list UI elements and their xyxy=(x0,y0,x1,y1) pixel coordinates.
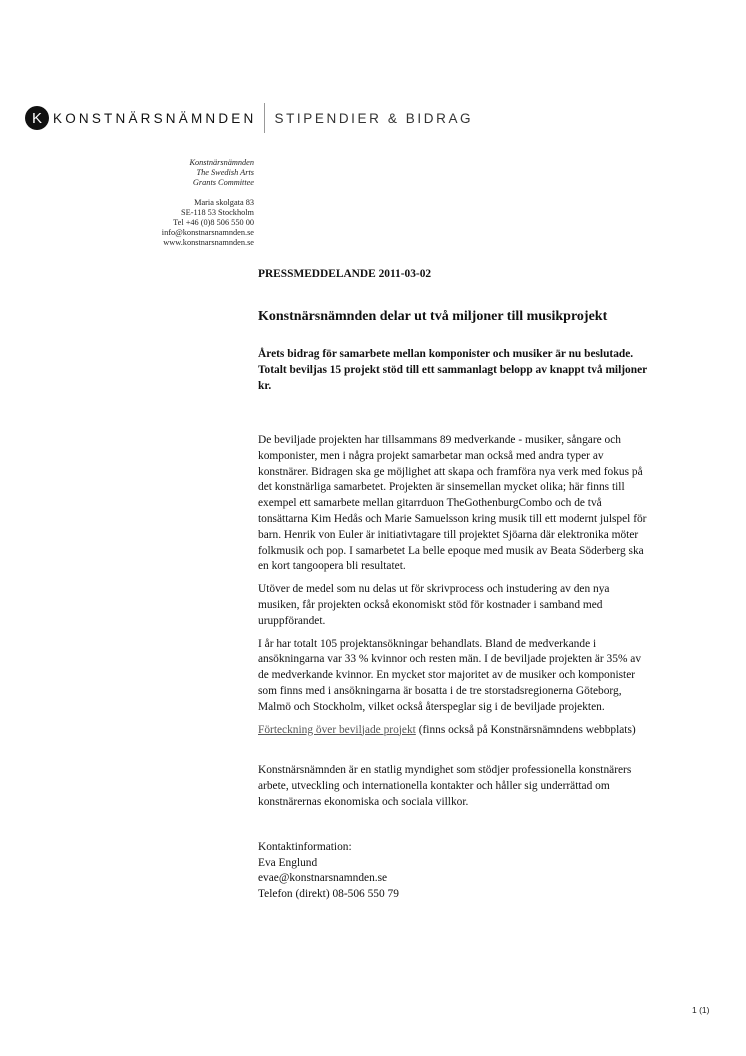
page-number: 1 (1) xyxy=(692,1005,710,1015)
text-line: De beviljade projekten har tillsammans 89 medverkande - musiker, sångare och xyxy=(258,434,621,446)
address-italic-line: The Swedish Arts xyxy=(196,168,254,177)
text-line: tonsättarna Kim Hedås och Marie Samuelsson kring musik till ett modernt julspel för xyxy=(258,512,647,525)
text-line: det konstnärliga samarbetet. Projekten är sinsemellan mycket olika; här finns till xyxy=(258,481,625,494)
text-line: uruppförandet. xyxy=(258,614,326,627)
text-line: I år har totalt 105 projektansökningar behandlats. Bland de medverkande i xyxy=(258,637,597,650)
address-line: Tel +46 (0)8 506 550 00 xyxy=(173,218,254,227)
text-line: Utöver de medel som nu delas ut för skrivprocess och instudering av den nya xyxy=(258,583,610,596)
text-line: Malmö och Stockholm, vilket också återspeglar sig i de beviljade projekten. xyxy=(258,700,605,713)
paragraph xyxy=(258,433,698,575)
text-line: Kontaktinformation: xyxy=(258,840,352,853)
org-name: KONSTNÄRSNÄMNDEN xyxy=(53,110,257,126)
contact-block xyxy=(258,840,698,903)
text-line: exempel ett samarbete mellan gitarrduon TheGothenburgCombo och de två xyxy=(258,497,602,510)
letterhead-logo xyxy=(25,103,473,133)
text-line: de medverkande kvinnor. En mycket stor majoritet av de musiker och komponister xyxy=(258,669,636,682)
paragraph xyxy=(258,637,698,716)
text-line: konstnärer. Bidragen ska ge möjlighet att skapa och framföra nya verk med fokus på xyxy=(258,465,643,478)
text-line: som finns med i ansökningarna är bosatta i de tre storstadsregionerna Göteborg, xyxy=(258,684,622,697)
text-line: musiken, får projekten också ekonomiskt stöd för kostnader i samband med xyxy=(258,598,603,611)
link-paragraph xyxy=(258,723,698,739)
text-line: Totalt beviljas 15 projekt stöd till ett sammanlagt belopp av knappt två miljoner xyxy=(258,363,648,376)
text-line: Eva Englund xyxy=(258,856,318,869)
text-line: barn. Henrik von Euler är initiativtagare till projektet Sjöarna där elektronika möter xyxy=(258,528,639,541)
text-line: en kort tangoopera bli resultatet. xyxy=(258,560,406,573)
text-line: arbete, utveckling och internationella kontakter och håller sig underrättad om xyxy=(258,780,610,793)
text-line: Konstnärsnämnden är en statlig myndighet som stödjer professionella konstnärers xyxy=(258,764,632,777)
text-line: komponister, men i några projekt samarbetar man också med andra typer av xyxy=(258,449,604,462)
body xyxy=(258,433,698,910)
address-block xyxy=(162,158,254,248)
text-line: Telefon (direkt) 08-506 550 79 xyxy=(258,888,399,901)
address-italic-line: Konstnärsnämnden xyxy=(189,158,254,167)
text-line: Årets bidrag för samarbete mellan komponister och musiker är nu beslutade. xyxy=(258,348,634,360)
logo-circle: K xyxy=(25,106,49,130)
address-line: SE-118 53 Stockholm xyxy=(181,208,254,217)
address-italic-line: Grants Committee xyxy=(192,178,254,187)
text-line: folkmusik och pop. I samarbetet La belle epoque med musik av Beata Söderberg ska xyxy=(258,544,644,557)
address-line: info@konstnarsnamnden.se xyxy=(161,228,254,237)
divider xyxy=(264,103,265,133)
link-suffix: (finns också på Konstnärsnämndens webbplats) xyxy=(415,723,636,736)
lead-paragraph xyxy=(258,347,698,394)
about-paragraph xyxy=(258,763,698,810)
text-line: ansökningarna var 33 % kvinnor och resten män. I de beviljade projekten är 35% av xyxy=(258,653,642,666)
division-name: STIPENDIER & BIDRAG xyxy=(274,110,474,126)
address-line: Maria skolgata 83 xyxy=(194,198,254,207)
paragraph xyxy=(258,582,698,629)
page-title: Konstnärsnämnden delar ut två miljoner till musikprojekt xyxy=(258,309,608,324)
press-header: PRESSMEDDELANDE 2011-03-02 xyxy=(258,268,432,280)
address-line: www.konstnarsnamnden.se xyxy=(163,238,254,247)
text-line: kr. xyxy=(258,379,272,392)
text-line: konstnärernas ekonomiska och sociala villkor. xyxy=(258,795,469,808)
text-line: evae@konstnarsnamnden.se xyxy=(258,872,388,885)
project-list-link[interactable]: Förteckning över beviljade projekt xyxy=(258,723,416,736)
